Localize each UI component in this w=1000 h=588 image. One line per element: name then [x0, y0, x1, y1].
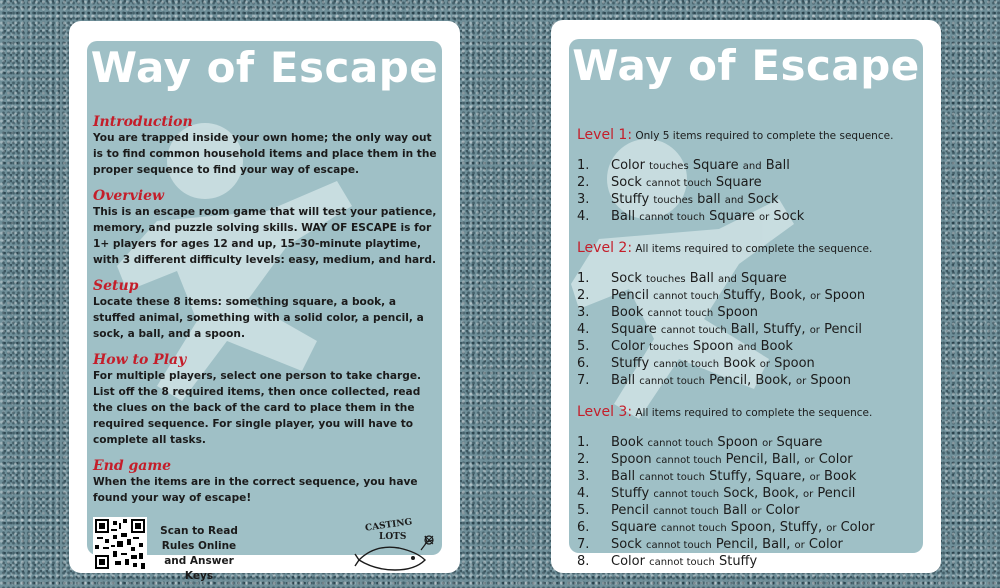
clue-text: Book cannot touch Spoon	[611, 305, 759, 320]
rules-content	[93, 114, 438, 516]
clue-text: Ball cannot touch Stuffy, Square, or Book	[611, 469, 857, 484]
list-item	[577, 339, 919, 356]
clue-number: 5.	[577, 339, 590, 354]
clue-text: Pencil cannot touch Ball or Color	[611, 503, 800, 518]
section-body-how-to-play: For multiple players, select one person to take charge. List off the 8 required items, then once collected, read the clues on the back of the card to place them in the required sequence. For single player, you will have to complete all tasks.	[93, 370, 422, 446]
list-item	[577, 503, 919, 520]
section-heading-overview: Overview	[93, 188, 165, 204]
list-item	[577, 520, 919, 537]
clue-number: 8.	[577, 554, 590, 569]
clue-number: 3.	[577, 305, 590, 320]
clue-number: 3.	[577, 192, 590, 207]
clue-number: 1.	[577, 271, 590, 286]
level-2-description: All items required to complete the sequence.	[635, 243, 873, 255]
level-1-clues	[577, 158, 919, 226]
level-1-description: Only 5 items required to complete the sequence.	[635, 130, 894, 142]
clue-number: 6.	[577, 356, 590, 371]
qr-caption-line-3: and Answer Keys	[164, 555, 234, 582]
level-3-label: Level 3:	[577, 404, 633, 420]
list-item	[577, 192, 919, 209]
level-3-clues	[577, 435, 919, 571]
clue-text: Sock touches Ball and Square	[611, 271, 787, 286]
section-body-overview: This is an escape room game that will test your patience, memory, and puzzle solving skills. WAY OF ESCAPE is for 1+ players for ages 12 and up, 15–30-minute playtime, with 3 different difficulty levels: easy, medium, and hard.	[93, 206, 437, 266]
level-3-description: All items required to complete the sequence.	[635, 407, 873, 419]
clue-number: 2.	[577, 452, 590, 467]
clue-number: 3.	[577, 469, 590, 484]
list-item	[577, 322, 919, 339]
clue-number: 4.	[577, 209, 590, 224]
clue-number: 7.	[577, 373, 590, 388]
rules-card	[69, 21, 460, 582]
clue-text: Stuffy cannot touch Sock, Book, or Pencil	[611, 486, 856, 501]
clue-number: 4.	[577, 486, 590, 501]
level-2-header	[577, 240, 919, 257]
clue-text: Ball cannot touch Pencil, Book, or Spoon	[611, 373, 852, 388]
clue-number: 1.	[577, 158, 590, 173]
clue-number: 2.	[577, 288, 590, 303]
list-item	[577, 486, 919, 503]
section-heading-introduction: Introduction	[93, 114, 193, 130]
page-title: Way of Escape	[90, 43, 439, 92]
clues-panel	[569, 39, 923, 569]
list-item	[577, 271, 919, 288]
rules-panel	[87, 41, 442, 582]
clue-text: Square cannot touch Spoon, Stuffy, or Color	[611, 520, 875, 535]
section-body-setup: Locate these 8 items: something square, a book, a stuffed animal, something with a solid color, a pencil, a sock, a ball, and a spoon.	[93, 296, 424, 340]
list-item	[577, 356, 919, 373]
clue-text: Square cannot touch Ball, Stuffy, or Pencil	[611, 322, 863, 337]
page-title: Way of Escape	[572, 41, 920, 90]
qr-code[interactable]	[93, 517, 147, 571]
list-item	[577, 158, 919, 175]
clue-number: 5.	[577, 503, 590, 518]
level-1-header	[577, 127, 919, 144]
clue-text: Spoon cannot touch Pencil, Ball, or Color	[611, 452, 853, 467]
clue-number: 7.	[577, 537, 590, 552]
qr-caption-line-2: Rules Online	[161, 540, 237, 552]
clue-text: Color touches Spoon and Book	[611, 339, 793, 354]
logo-word-1: CASTING	[364, 517, 413, 534]
list-item	[577, 175, 919, 192]
clue-number: 1.	[577, 435, 590, 450]
clue-number: 2.	[577, 175, 590, 190]
clue-text: Pencil cannot touch Stuffy, Book, or Spoon	[611, 288, 866, 303]
clue-text: Stuffy cannot touch Book or Spoon	[611, 356, 815, 371]
section-body-introduction: You are trapped inside your own home; the only way out is to find common household items and place them in the proper sequence to find your way of escape.	[93, 132, 437, 176]
level-1-label: Level 1:	[577, 127, 633, 143]
clue-text: Color cannot touch Stuffy	[611, 554, 758, 569]
clue-text: Stuffy touches ball and Sock	[611, 192, 779, 207]
level-2-clues	[577, 271, 919, 390]
list-item	[577, 288, 919, 305]
section-heading-end-game: End game	[93, 458, 172, 474]
list-item	[577, 554, 919, 571]
clue-text: Sock cannot touch Square	[611, 175, 762, 190]
clue-text: Sock cannot touch Pencil, Ball, or Color	[611, 537, 843, 552]
clue-text: Color touches Square and Ball	[611, 158, 790, 173]
qr-caption-line-1: Scan to Read	[160, 525, 238, 537]
list-item	[577, 469, 919, 486]
qr-code-icon	[95, 519, 145, 569]
level-3-header	[577, 404, 919, 421]
list-item	[577, 305, 919, 322]
logo-word-2: LOTS	[379, 532, 407, 542]
clue-text: Ball cannot touch Square or Sock	[611, 209, 805, 224]
list-item	[577, 537, 919, 554]
level-2-label: Level 2:	[577, 240, 633, 256]
clues-card	[551, 20, 941, 573]
clue-number: 6.	[577, 520, 590, 535]
qr-caption	[149, 524, 249, 584]
section-heading-how-to-play: How to Play	[93, 352, 187, 368]
list-item	[577, 435, 919, 452]
clue-number: 4.	[577, 322, 590, 337]
clue-text: Book cannot touch Spoon or Square	[611, 435, 823, 450]
list-item	[577, 209, 919, 226]
casting-lots-logo	[355, 514, 439, 574]
clue-levels	[577, 127, 919, 585]
qr-footer	[93, 514, 433, 582]
section-heading-setup: Setup	[93, 278, 139, 294]
list-item	[577, 452, 919, 469]
section-body-end-game: When the items are in the correct sequence, you have found your way of escape!	[93, 476, 418, 504]
list-item	[577, 373, 919, 390]
